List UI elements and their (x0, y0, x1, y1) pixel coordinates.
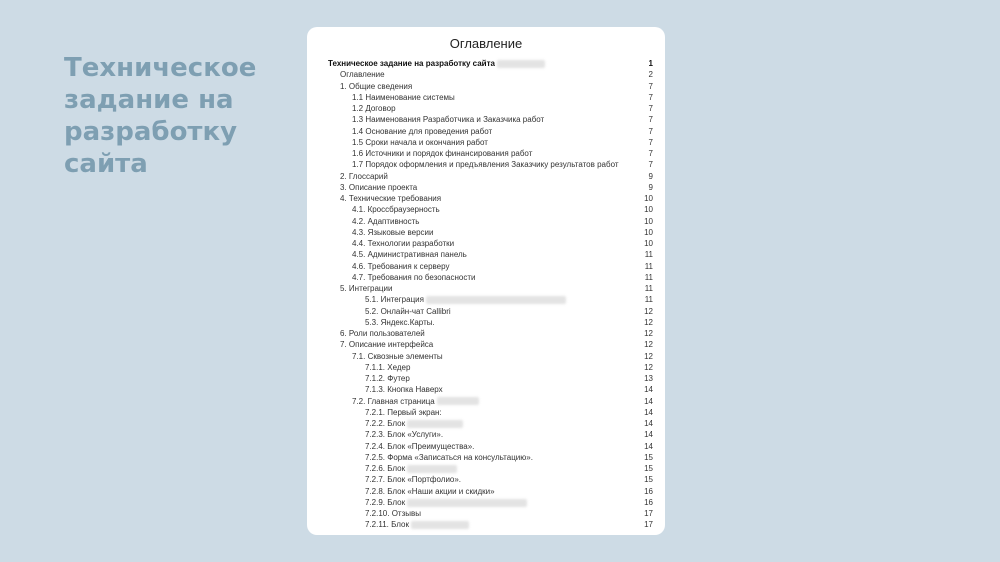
toc-entry-label: 4.3. Языковые версии (352, 227, 434, 237)
toc-entry[interactable] (328, 182, 653, 193)
toc-entry[interactable] (328, 362, 653, 373)
redacted-text (407, 465, 457, 473)
toc-entry-page: 16 (644, 497, 653, 507)
toc-entry-page: 12 (644, 340, 653, 350)
toc-entry[interactable] (328, 137, 653, 148)
toc-entry-label: 7.1.3. Кнопка Наверх (365, 385, 443, 395)
toc-entry-label: 7.2.10. Отзывы (365, 509, 421, 518)
toc-entry-text (365, 294, 566, 305)
toc-entry[interactable] (328, 384, 653, 395)
redacted-text (407, 499, 527, 507)
toc-entry-page: 11 (644, 250, 653, 260)
toc-entry-label: 7.2. Главная страница (352, 396, 435, 406)
toc-entry[interactable] (328, 519, 653, 530)
toc-entry-label: 7.1.2. Футер (365, 374, 410, 383)
toc-entry-page: 10 (644, 194, 653, 203)
redacted-text (426, 296, 566, 304)
redacted-text (497, 60, 545, 68)
toc-entry[interactable] (328, 114, 653, 125)
toc-entry-label: Оглавление (340, 70, 385, 80)
toc-list (328, 58, 653, 531)
toc-entry-page: 7 (648, 81, 653, 91)
toc-entry-page: 17 (644, 520, 653, 530)
toc-entry[interactable] (328, 216, 653, 227)
toc-entry-label: Техническое задание на разработку сайта (328, 59, 495, 68)
toc-entry-page: 14 (644, 396, 653, 406)
toc-entry[interactable] (328, 58, 653, 69)
toc-entry[interactable] (328, 351, 653, 362)
toc-entry-label: 7.2.9. Блок (365, 497, 406, 507)
toc-entry-page: 9 (648, 182, 653, 192)
toc-entry-label: 7.2.1. Первый экран: (365, 407, 442, 417)
toc-entry[interactable] (328, 407, 653, 418)
toc-document (307, 27, 665, 535)
toc-entry-label: 5. Интеграции (340, 284, 393, 293)
toc-entry-page: 12 (644, 306, 653, 316)
toc-entry-text (328, 58, 545, 69)
toc-entry[interactable] (328, 474, 653, 485)
toc-entry-label: 7.2.11. Блок (365, 520, 409, 530)
toc-entry-text (352, 396, 479, 407)
toc-entry-label: 7.1.1. Хедер (365, 362, 411, 372)
toc-entry-label: 4.2. Адаптивность (352, 216, 420, 226)
toc-entry[interactable] (328, 92, 653, 103)
toc-entry[interactable] (328, 463, 653, 474)
toc-entry-label: 1.6 Источники и порядок финансирования работ (352, 149, 533, 158)
toc-entry-label: 1.5 Сроки начала и окончания работ (352, 137, 488, 147)
toc-entry[interactable] (328, 317, 653, 328)
toc-entry-page: 13 (644, 374, 653, 383)
toc-entry-label: 7.2.2. Блок (365, 419, 406, 428)
toc-entry-label: 4.5. Административная панель (352, 250, 467, 260)
toc-entry-page: 11 (644, 272, 653, 282)
toc-entry-page: 7 (648, 137, 653, 147)
toc-entry-page: 14 (644, 385, 653, 395)
toc-entry[interactable] (328, 249, 653, 260)
toc-entry[interactable] (328, 227, 653, 238)
toc-entry-page: 9 (648, 171, 653, 181)
toc-entry-label: 1.2 Договор (352, 104, 396, 113)
toc-entry-text (365, 519, 469, 530)
toc-entry-page: 7 (648, 126, 653, 136)
toc-entry[interactable] (328, 497, 653, 508)
toc-entry-page: 16 (644, 486, 653, 496)
toc-entry-page: 12 (644, 362, 653, 372)
redacted-text (407, 420, 463, 428)
toc-entry-page: 7 (648, 104, 653, 113)
toc-entry-page: 7 (648, 149, 653, 158)
toc-entry-page: 12 (644, 317, 653, 327)
toc-entry-page: 11 (644, 284, 653, 293)
toc-entry-page: 14 (644, 407, 653, 417)
toc-entry-label: 5.3. Яндекс.Карты. (365, 317, 435, 327)
toc-entry-label: 4. Технические требования (340, 194, 442, 203)
toc-entry-page: 10 (644, 205, 653, 215)
toc-entry-page: 10 (644, 216, 653, 226)
toc-entry-page: 14 (644, 419, 653, 428)
toc-entry-page: 15 (644, 452, 653, 462)
toc-entry[interactable] (328, 171, 653, 182)
toc-entry-label: 1.4 Основание для проведения работ (352, 126, 493, 136)
toc-entry[interactable] (328, 441, 653, 452)
toc-entry-label: 5.1. Интеграция (365, 295, 424, 305)
toc-entry[interactable] (328, 339, 653, 350)
toc-entry-label: 7. Описание интерфейса (340, 340, 434, 350)
toc-entry-page: 7 (648, 115, 653, 125)
toc-entry[interactable] (328, 261, 653, 272)
toc-entry-label: 7.2.8. Блок «Наши акции и скидки» (365, 486, 495, 496)
toc-entry[interactable] (328, 193, 653, 204)
toc-entry-page: 7 (648, 92, 653, 102)
toc-entry-label: 1.7 Порядок оформления и предъявления Заказчику результатов работ (352, 160, 619, 170)
toc-entry-label: 2. Глоссарий (340, 171, 388, 181)
toc-entry-label: 7.1. Сквозные элементы (352, 351, 443, 361)
toc-entry-text (365, 418, 463, 429)
toc-entry-label: 6. Роли пользователей (340, 329, 425, 338)
toc-entry-text (365, 497, 527, 508)
toc-entry-page: 15 (644, 464, 653, 473)
toc-entry-label: 7.2.4. Блок «Преимущества». (365, 441, 475, 451)
toc-entry[interactable] (328, 159, 653, 170)
toc-entry-page: 10 (644, 227, 653, 237)
toc-entry-label: 1. Общие сведения (340, 81, 413, 91)
toc-entry-page: 12 (644, 329, 653, 338)
toc-entry-page: 10 (644, 239, 653, 248)
slide-title: Техническое задание на разработку сайта (64, 53, 257, 179)
toc-entry-label: 4.7. Требования по безопасности (352, 272, 476, 282)
toc-entry-page: 2 (648, 70, 653, 80)
toc-entry-label: 1.1 Наименование системы (352, 92, 455, 102)
toc-entry-page: 11 (644, 295, 653, 305)
toc-entry[interactable] (328, 81, 653, 92)
toc-entry[interactable] (328, 69, 653, 80)
toc-entry[interactable] (328, 238, 653, 249)
toc-entry-page: 14 (644, 430, 653, 440)
toc-entry-page: 1 (648, 59, 653, 68)
toc-entry[interactable] (328, 418, 653, 429)
toc-entry-page: 7 (648, 160, 653, 170)
toc-entry[interactable] (328, 103, 653, 114)
toc-entry[interactable] (328, 204, 653, 215)
toc-entry[interactable] (328, 126, 653, 137)
toc-entry-page: 12 (644, 351, 653, 361)
toc-entry-label: 3. Описание проекта (340, 182, 418, 192)
toc-entry-page: 15 (644, 475, 653, 485)
toc-entry[interactable] (328, 373, 653, 384)
toc-entry-label: 7.2.3. Блок «Услуги». (365, 430, 444, 440)
toc-entry-label: 4.6. Требования к серверу (352, 261, 450, 271)
toc-entry[interactable] (328, 328, 653, 339)
toc-entry-label: 1.3 Наименования Разработчика и Заказчика работ (352, 115, 545, 125)
toc-entry-label: 7.2.6. Блок (365, 464, 406, 473)
toc-entry-page: 17 (644, 509, 653, 518)
toc-entry-label: 7.2.7. Блок «Портфолио». (365, 475, 462, 485)
toc-entry[interactable] (328, 283, 653, 294)
toc-entry[interactable] (328, 452, 653, 463)
toc-entry[interactable] (328, 429, 653, 440)
toc-entry-label: 4.4. Технологии разработки (352, 239, 455, 248)
toc-entry-label: 5.2. Онлайн-чат Callibri (365, 306, 451, 316)
toc-entry[interactable] (328, 306, 653, 317)
toc-entry-label: 4.1. Кроссбраузерность (352, 205, 440, 215)
toc-entry[interactable] (328, 486, 653, 497)
toc-entry[interactable] (328, 272, 653, 283)
redacted-text (437, 397, 479, 405)
toc-entry[interactable] (328, 148, 653, 159)
toc-entry-page: 14 (644, 441, 653, 451)
toc-entry[interactable] (328, 508, 653, 519)
toc-entry[interactable] (328, 396, 653, 407)
toc-entry-text (365, 463, 457, 474)
toc-entry[interactable] (328, 294, 653, 305)
toc-entry-page: 11 (644, 261, 653, 271)
toc-title: Оглавление (449, 36, 523, 51)
toc-entry-label: 7.2.5. Форма «Записаться на консультацию». (365, 452, 533, 462)
redacted-text (411, 521, 469, 529)
